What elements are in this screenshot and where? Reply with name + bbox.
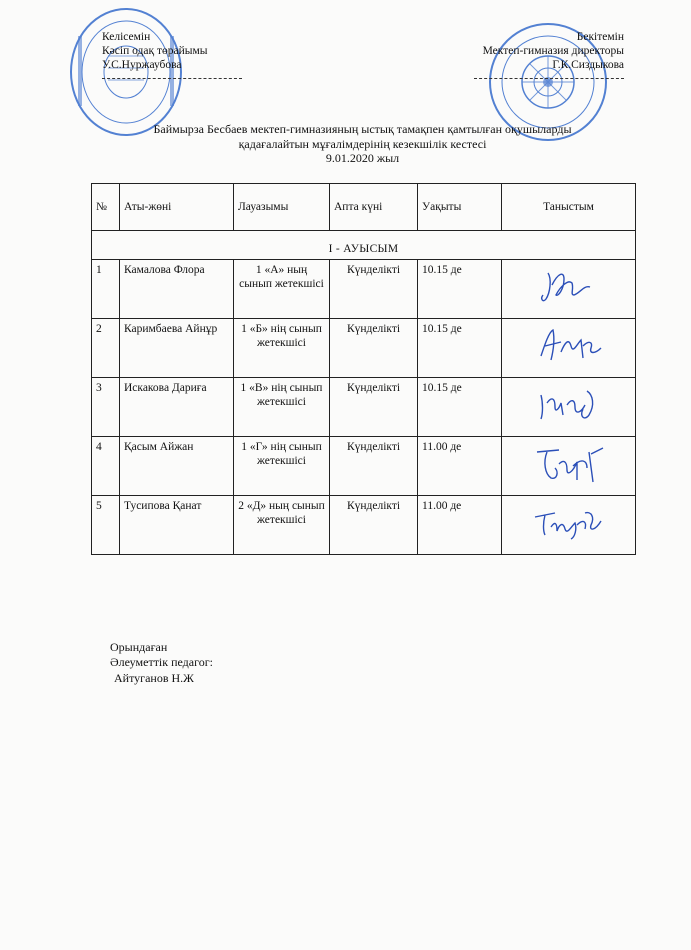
row-signature-cell [502,378,636,437]
row-time: 11.00 де [418,496,502,555]
left-approval-label: Келісемін [102,31,151,43]
table-row [92,437,636,496]
shift-label: I - АУЫСЫМ [92,231,636,260]
row-position: 2 «Д» ның сынып жетекшісі [234,496,330,555]
row-signature-cell [502,319,636,378]
header-acknowledged: Таныстым [502,184,636,231]
header-name: Аты-жөні [120,184,234,231]
row-signature-cell [502,260,636,319]
row-name: Камалова Флора [120,260,234,319]
row-position: 1 «В» нің сынып жетекшісі [234,378,330,437]
row-number: 5 [92,496,120,555]
duty-schedule-table [91,183,636,555]
row-weekday: Күнделікті [330,260,418,319]
row-number: 4 [92,437,120,496]
right-approval-name: Г.К.Сиздыкова [552,59,624,72]
right-approval-label: Бекітемін [576,31,624,43]
table-row [92,378,636,437]
row-time: 11.00 де [418,437,502,496]
right-approval-block [424,30,624,79]
table-row [92,260,636,319]
header-time: Уақыты [418,184,502,231]
signature-2 [531,324,607,366]
left-signature-line [102,78,242,79]
header-weekday: Апта күні [330,184,418,231]
title-date: 9.01.2020 жыл [325,151,400,166]
header-number: № [92,184,120,231]
row-position: 1 «Б» нің сынып жетекшісі [234,319,330,378]
footer-name: Айтуганов Н.Ж [114,670,194,685]
title-line-1: Баймырза Бесбаев мектеп-гимназияның ыстық тамақпен қамтылған оқушыларды [153,122,572,136]
signature-3 [531,383,607,425]
row-weekday: Күнделікті [330,496,418,555]
footer-block [110,640,213,686]
row-time: 10.15 де [418,260,502,319]
table-row [92,496,636,555]
signature-5 [529,501,609,545]
row-name: Каримбаева Айнұр [120,319,234,378]
header-position: Лауазымы [234,184,330,231]
row-name: Тусипова Қанат [120,496,234,555]
row-time: 10.15 де [418,319,502,378]
table-row [92,319,636,378]
row-signature-cell [502,496,636,555]
row-signature-cell [502,437,636,496]
row-number: 3 [92,378,120,437]
row-number: 2 [92,319,120,378]
document-title [90,122,635,166]
row-number: 1 [92,260,120,319]
footer-role: Әлеуметтік педагог: [110,655,213,670]
row-weekday: Күнделікті [330,437,418,496]
right-signature-line [474,78,624,79]
row-name: Искакова Дариға [120,378,234,437]
shift-row [92,231,636,260]
left-approval-name: У.С.Нуржаубова [102,59,182,72]
right-approval-title: Мектеп-гимназия директоры [482,45,624,58]
signature-4 [529,442,609,490]
row-position: 1 «А» ның сынып жетекшісі [234,260,330,319]
row-position: 1 «Г» нің сынып жетекшісі [234,437,330,496]
left-approval-title: Кәсіп одақ төрайымы [102,45,208,58]
footer-label: Орындаған [110,640,168,654]
signature-1 [534,265,604,307]
title-line-2: қадағалайтын мұғалімдерінің кезекшілік кестесі [238,136,487,151]
row-name: Қасым Айжан [120,437,234,496]
table-header-row [92,184,636,231]
left-approval-block [102,30,262,79]
row-weekday: Күнделікті [330,319,418,378]
row-weekday: Күнделікті [330,378,418,437]
row-time: 10.15 де [418,378,502,437]
